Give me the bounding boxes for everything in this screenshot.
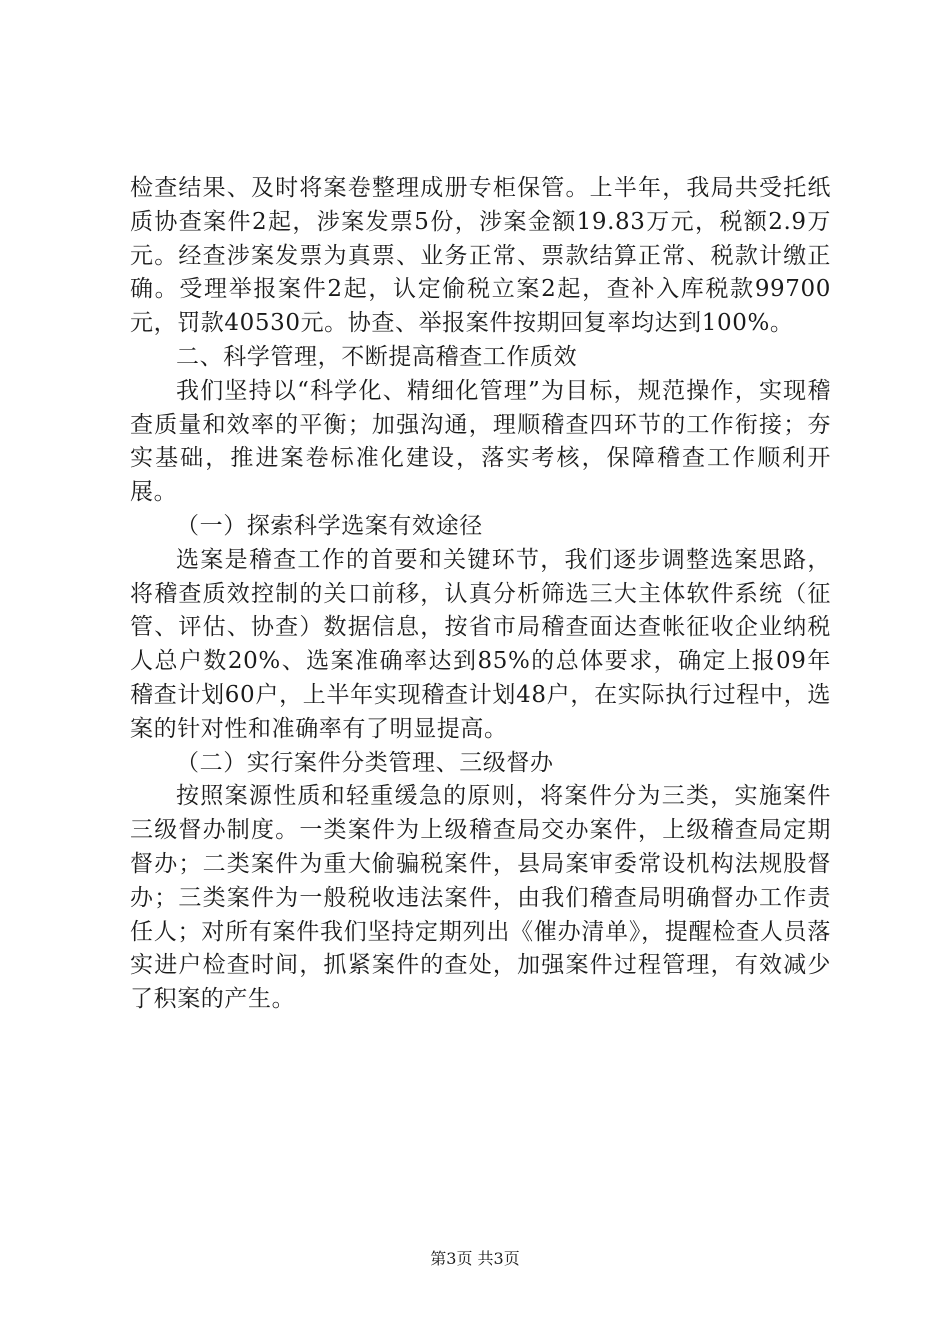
paragraph-continuation: 检查结果、及时将案卷整理成册专柜保管。上半年，我局共受托纸质协查案件2起，涉案发票5份，涉案金额19.83万元，税额2.9万元。经查涉案发票为真票、业务正常、票款结算正常、税款计缴正确。受理举报案件2起，认定偷税立案2起，查补入库税款99700元，罚款40530元。协查、举报案件按期回复率均达到100%。 bbox=[130, 175, 831, 337]
document-body bbox=[130, 172, 831, 1017]
section-heading-2: 二、科学管理，不断提高稽查工作质效 bbox=[176, 343, 578, 370]
page-number-footer: 第3页 共3页 bbox=[430, 1249, 520, 1268]
subsection-heading-2: （二）实行案件分类管理、三级督办 bbox=[176, 749, 554, 776]
paragraph: 我们坚持以“科学化、精细化管理”为目标，规范操作，实现稽查质量和效率的平衡；加强沟通，理顺稽查四环节的工作衔接；夯实基础，推进案卷标准化建设，落实考核，保障稽查工作顺利开展。 bbox=[130, 377, 831, 506]
paragraph: 选案是稽查工作的首要和关键环节，我们逐步调整选案思路，将稽查质效控制的关口前移，认真分析筛选三大主体软件系统（征管、评估、协查）数据信息，按省市局稽查面达查帐征收企业纳税人总户数20%、选案准确率达到85%的总体要求，确定上报09年稽查计划60户，上半年实现稽查计划48户，在实际执行过程中，选案的针对性和准确率有了明显提高。 bbox=[130, 546, 831, 742]
subsection-heading-1: （一）探索科学选案有效途径 bbox=[176, 512, 483, 539]
paragraph: 按照案源性质和轻重缓急的原则，将案件分为三类，实施案件三级督办制度。一类案件为上级稽查局交办案件，上级稽查局定期督办；二类案件为重大偷骗税案件，县局案审委常设机构法规股督办；三类案件为一般税收违法案件，由我们稽查局明确督办工作责任人；对所有案件我们坚持定期列出《催办清单》，提醒检查人员落实进户检查时间，抓紧案件的查处，加强案件过程管理，有效减少了积案的产生。 bbox=[130, 783, 831, 1013]
